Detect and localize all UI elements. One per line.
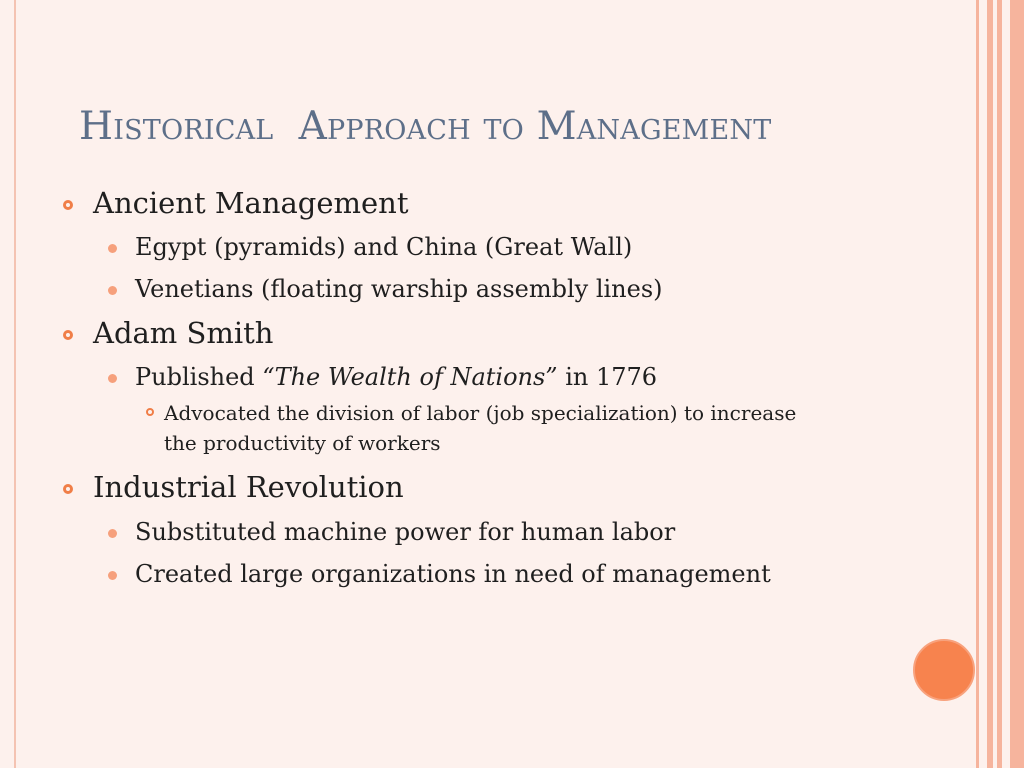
stripe	[976, 0, 979, 768]
bullet-adam-smith	[62, 316, 952, 350]
decorative-orange-circle	[913, 639, 975, 701]
bullet-text: Ancient Management	[93, 186, 409, 220]
right-decorative-stripes	[976, 0, 1024, 768]
small-ring-bullet-icon	[146, 408, 154, 416]
published-suffix: in 1776	[557, 363, 658, 392]
bullet-text: Adam Smith	[93, 316, 274, 351]
sub-bullet-text: Substituted machine power for human labor	[135, 517, 676, 546]
sub-bullet	[62, 274, 952, 304]
bullet-ancient-management	[62, 186, 952, 220]
sub-bullet-text: Venetians (floating warship assembly lines)	[135, 275, 663, 304]
sub-bullet-text: Created large organizations in need of management	[135, 559, 771, 588]
sub-bullet	[62, 517, 952, 547]
sub-bullet	[62, 362, 952, 392]
stripe	[1010, 0, 1024, 768]
bullet-list	[62, 186, 952, 589]
sub-bullet	[62, 559, 952, 589]
bullet-industrial-revolution	[62, 470, 952, 504]
dot-bullet-icon	[108, 244, 117, 253]
dot-bullet-icon	[108, 571, 117, 580]
ring-bullet-icon	[63, 330, 73, 340]
dot-bullet-icon	[108, 529, 117, 538]
left-border-line	[14, 0, 16, 768]
sub-bullet	[62, 232, 952, 262]
dot-bullet-icon	[108, 374, 117, 383]
published-prefix: Published	[135, 363, 263, 392]
ring-bullet-icon	[63, 484, 73, 494]
stripe	[987, 0, 993, 768]
sub-bullet-text: Egypt (pyramids) and China (Great Wall)	[135, 233, 633, 262]
dot-bullet-icon	[108, 286, 117, 295]
sub-sub-bullet	[62, 398, 814, 458]
book-title: “The Wealth of Nations”	[262, 363, 558, 392]
bullet-text: Industrial Revolution	[93, 470, 404, 505]
slide-title: Historical Approach to Management	[79, 104, 772, 149]
ring-bullet-icon	[63, 200, 73, 210]
sub-sub-bullet-text: Advocated the division of labor (job specialization) to increase the productivity of workers	[164, 401, 797, 456]
stripe	[997, 0, 1002, 768]
